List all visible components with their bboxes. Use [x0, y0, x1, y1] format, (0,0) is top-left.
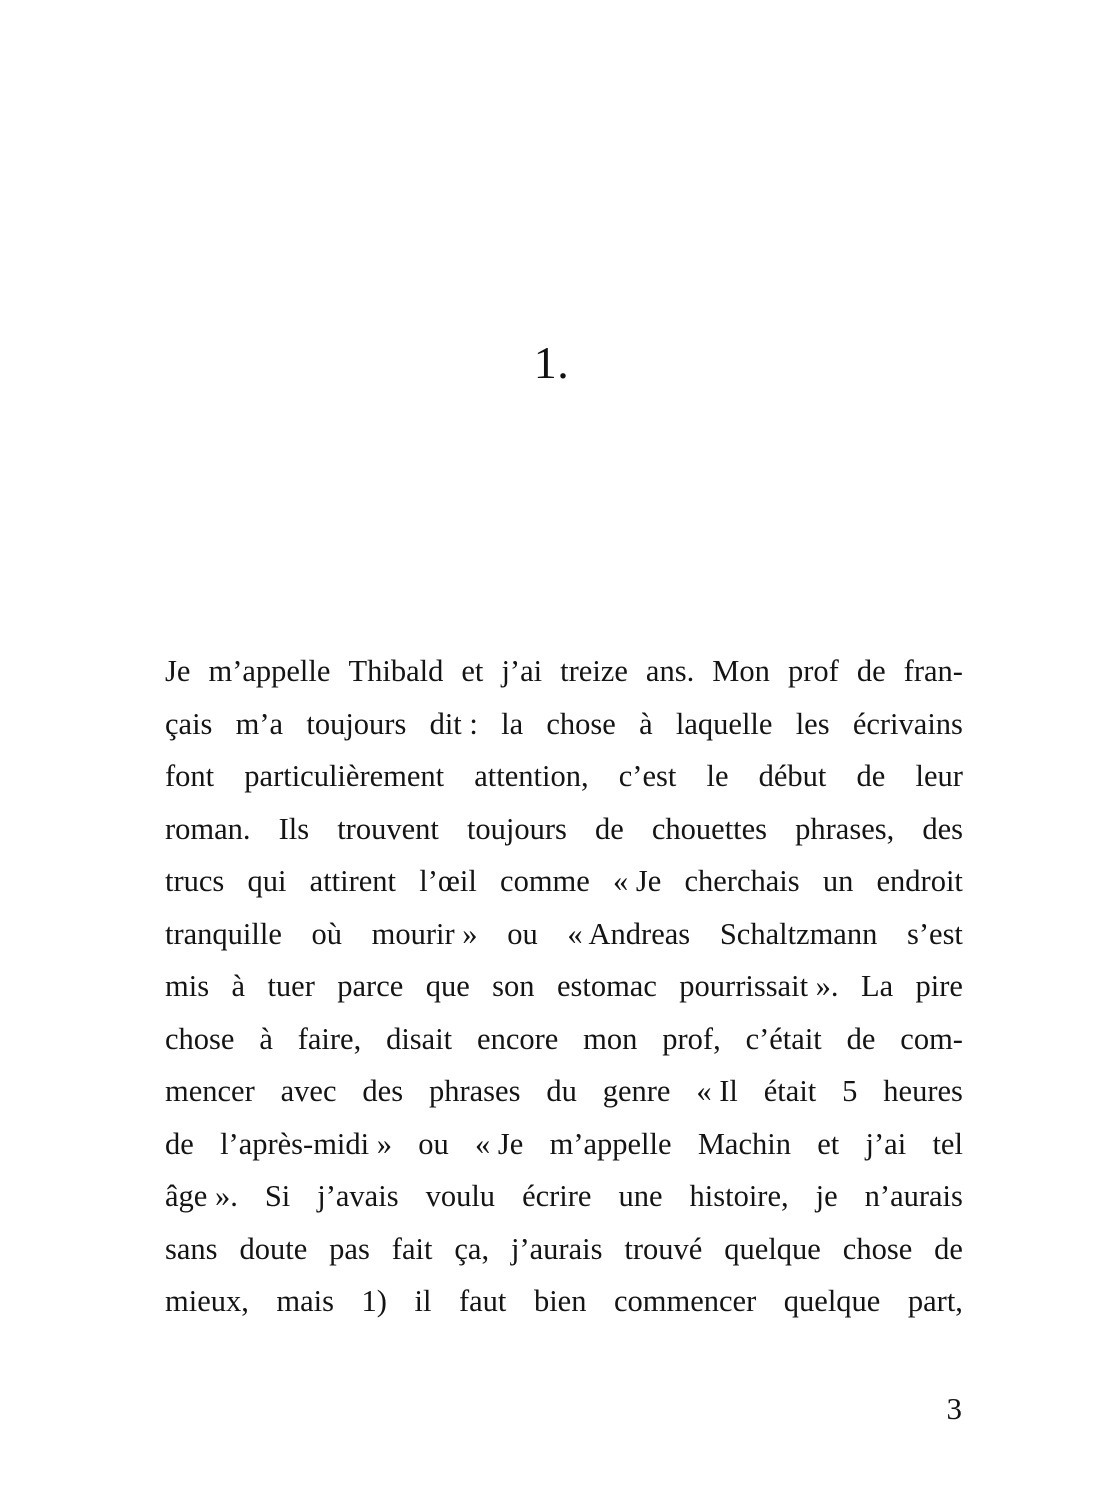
- body-word: un: [822, 864, 854, 898]
- body-word: de: [856, 654, 886, 688]
- body-word: quelque: [783, 1284, 881, 1318]
- body-word: ans.: [645, 654, 695, 688]
- body-word: ou: [507, 916, 538, 951]
- body-word: n’aurais: [864, 1179, 963, 1213]
- body-word: prof,: [662, 1021, 721, 1056]
- body-word: j’aurais: [511, 1231, 603, 1266]
- body-word: phrases,: [795, 811, 895, 846]
- body-word: à: [231, 969, 246, 1003]
- body-word: histoire,: [689, 1179, 789, 1213]
- body-word: chose: [165, 1021, 235, 1056]
- body-word: mieux,: [165, 1284, 249, 1318]
- body-word: de: [165, 1126, 194, 1161]
- body-word: commencer: [613, 1284, 757, 1318]
- body-word: « Il: [696, 1074, 738, 1108]
- body-word: fait: [391, 1231, 433, 1266]
- body-word: laquelle: [675, 706, 773, 741]
- body-word: des: [362, 1074, 404, 1108]
- body-word: toujours: [306, 706, 407, 741]
- body-word: le: [706, 759, 729, 793]
- body-word: Si: [264, 1179, 291, 1213]
- body-word: de: [595, 811, 624, 846]
- body-word: de: [856, 759, 886, 793]
- body-word: mourir »: [371, 916, 478, 951]
- body-word: début: [758, 759, 827, 793]
- body-text-line: [165, 855, 963, 908]
- page-number-folio: 3: [946, 1391, 962, 1426]
- body-word: mon: [583, 1021, 638, 1056]
- body-word: 1): [361, 1284, 387, 1318]
- body-word: « Andreas: [567, 916, 691, 951]
- body-word: c’est: [618, 759, 677, 793]
- body-word: prof: [787, 654, 839, 688]
- body-word: je: [815, 1179, 838, 1213]
- body-word: mais: [276, 1284, 335, 1318]
- body-word: l’après-midi »: [220, 1126, 392, 1161]
- body-word: m’a: [235, 706, 284, 741]
- body-word: Je: [165, 654, 191, 688]
- body-text-line: [165, 803, 963, 856]
- body-word: leur: [915, 759, 963, 793]
- body-word: toujours: [466, 811, 567, 846]
- body-word: qui: [247, 864, 287, 898]
- chapter-number-heading: 1.: [533, 337, 570, 388]
- body-word: pourrissait ».: [679, 969, 839, 1003]
- body-word: avec: [280, 1074, 337, 1108]
- body-word: pas: [329, 1231, 370, 1266]
- body-word: trouvé: [624, 1231, 703, 1266]
- body-word: la: [501, 706, 524, 741]
- body-text-line: [165, 750, 963, 803]
- body-word: une: [618, 1179, 663, 1213]
- body-text-line: [165, 1275, 963, 1328]
- body-word: du: [546, 1074, 577, 1108]
- body-word: faire,: [297, 1021, 362, 1056]
- body-word: comme: [500, 864, 590, 898]
- body-word: trouvent: [337, 811, 439, 846]
- body-word: chouettes: [651, 811, 768, 846]
- body-word: mencer: [165, 1074, 255, 1108]
- body-word: font: [165, 759, 215, 793]
- body-word: bien: [533, 1284, 587, 1318]
- body-word: « Je: [475, 1126, 524, 1161]
- body-word: treize: [560, 654, 628, 688]
- body-text-line: [165, 960, 963, 1013]
- body-text-line: [165, 1065, 963, 1118]
- body-word: il: [414, 1284, 432, 1318]
- body-text-line: [165, 1013, 963, 1066]
- body-word: tranquille: [165, 916, 282, 951]
- body-word: roman.: [165, 811, 251, 846]
- body-word: et: [461, 654, 484, 688]
- body-word: âge ».: [165, 1179, 238, 1213]
- body-word: voulu: [425, 1179, 496, 1213]
- body-word: Ils: [278, 811, 310, 846]
- body-word: heures: [883, 1074, 963, 1108]
- body-word: m’appelle: [208, 654, 331, 688]
- body-word: à: [259, 1021, 273, 1056]
- body-word: Machin: [697, 1126, 791, 1161]
- body-word: attention,: [474, 759, 589, 793]
- body-word: j’avais: [317, 1179, 399, 1213]
- body-word: chose: [842, 1231, 913, 1266]
- body-text-line: [165, 1170, 963, 1223]
- body-word: de: [846, 1021, 876, 1056]
- body-word: pire: [915, 969, 963, 1003]
- body-word: ça,: [454, 1231, 490, 1266]
- body-word: estomac: [556, 969, 657, 1003]
- body-word: ou: [418, 1126, 449, 1161]
- body-word: son: [492, 969, 535, 1003]
- body-word: encore: [477, 1021, 559, 1056]
- body-word: m’appelle: [549, 1126, 672, 1161]
- body-word: disait: [386, 1021, 453, 1056]
- body-word: écrire: [522, 1179, 592, 1213]
- body-text-line: [165, 908, 963, 961]
- body-word: mis: [165, 969, 210, 1003]
- body-word: des: [922, 811, 963, 846]
- body-word: cherchais: [684, 864, 800, 898]
- body-word: écrivains: [852, 706, 963, 741]
- body-word: et: [817, 1126, 840, 1161]
- body-word: particulièrement: [244, 759, 445, 793]
- body-word: s’est: [907, 916, 963, 951]
- body-word: com-: [900, 1021, 963, 1056]
- body-word: La: [860, 969, 894, 1003]
- body-text-line: [165, 1223, 963, 1276]
- body-word: trucs: [165, 864, 225, 898]
- body-word: parce: [337, 969, 404, 1003]
- body-word: part,: [907, 1284, 963, 1318]
- body-word: tuer: [267, 969, 315, 1003]
- body-word: fran-: [903, 654, 963, 688]
- body-word: doute: [239, 1231, 308, 1266]
- body-word: Thibald: [348, 654, 444, 688]
- body-word: çais: [165, 706, 213, 741]
- body-word: 5: [842, 1074, 858, 1108]
- body-text-line: [165, 645, 963, 698]
- body-word: phrases: [428, 1074, 521, 1108]
- body-word: j’ai: [865, 1126, 907, 1161]
- body-text-line: [165, 698, 963, 751]
- body-word: quelque: [724, 1231, 821, 1266]
- body-word: sans: [165, 1231, 218, 1266]
- body-word: genre: [602, 1074, 671, 1108]
- body-word: était: [763, 1074, 817, 1108]
- body-word: j’ai: [501, 654, 543, 688]
- body-word: que: [425, 969, 470, 1003]
- body-word: l’œil: [419, 864, 477, 898]
- body-word: de: [934, 1231, 963, 1266]
- body-text-block: [165, 645, 963, 1328]
- body-word: c’était: [745, 1021, 822, 1056]
- body-word: les: [795, 706, 830, 741]
- body-word: « Je: [613, 864, 662, 898]
- body-word: tel: [932, 1126, 963, 1161]
- body-word: où: [311, 916, 343, 951]
- body-word: Schaltzmann: [719, 916, 878, 951]
- body-word: Mon: [712, 654, 770, 688]
- body-word: endroit: [876, 864, 963, 898]
- body-word: chose: [546, 706, 616, 741]
- body-text-line: [165, 1118, 963, 1171]
- body-word: faut: [458, 1284, 507, 1318]
- body-word: dit :: [429, 706, 478, 741]
- body-word: attirent: [309, 864, 397, 898]
- body-word: à: [639, 706, 653, 741]
